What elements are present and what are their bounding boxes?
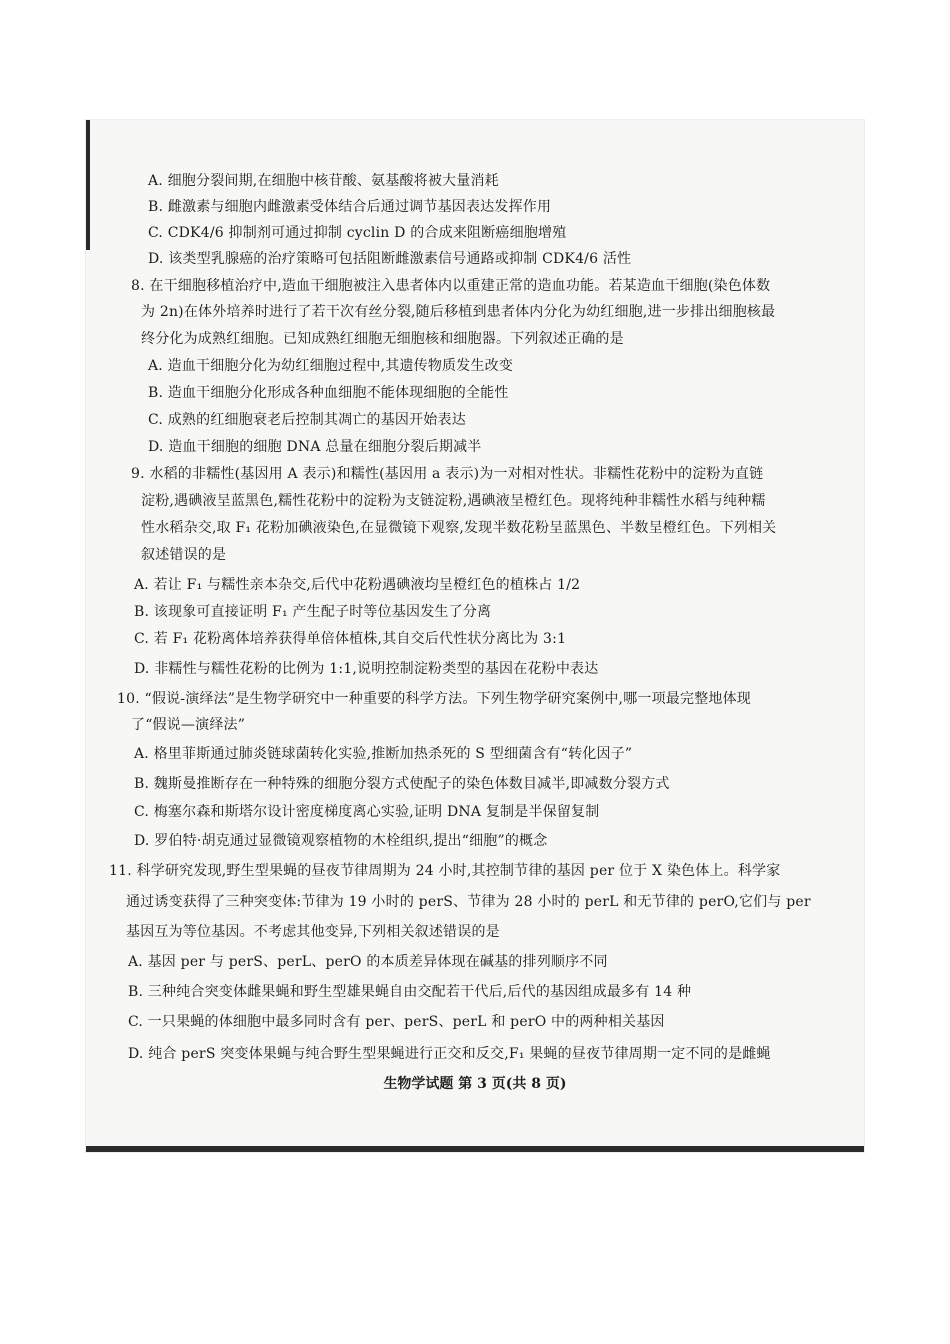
- q11-stem-line-3: 基因互为等位基因。不考虑其他变异,下列相关叙述错误的是: [126, 924, 500, 940]
- page-footer: 生物学试题 第 3 页(共 8 页): [383, 1076, 567, 1092]
- q8-stem-line-1: 8. 在干细胞移植治疗中,造血干细胞被注入患者体内以重建正常的造血功能。若某造血干细胞(染色体数: [131, 278, 771, 294]
- q9-stem-line-2: 淀粉,遇碘液呈蓝黑色,糯性花粉中的淀粉为支链淀粉,遇碘液呈橙红色。现将纯种非糯性水稻与纯种糯: [141, 493, 766, 509]
- q7-option-c: C. CDK4/6 抑制剂可通过抑制 cyclin D 的合成来阻断癌细胞增殖: [148, 225, 567, 241]
- q10-stem-line-2: 了“假说—演绎法”: [131, 717, 246, 733]
- q11-stem-line-1: 11. 科学研究发现,野生型果蝇的昼夜节律周期为 24 小时,其控制节律的基因 per 位于 X 染色体上。科学家: [109, 863, 781, 879]
- q11-stem-line-2: 通过诱变获得了三种突变体:节律为 19 小时的 perS、节律为 28 小时的 perL 和无节律的 perO,它们与 per: [126, 894, 811, 910]
- q9-option-d: D. 非糯性与糯性花粉的比例为 1:1,说明控制淀粉类型的基因在花粉中表达: [134, 661, 599, 677]
- q10-stem-line-1: 10. “假说-演绎法”是生物学研究中一种重要的科学方法。下列生物学研究案例中,哪一项最完整地体现: [117, 691, 752, 707]
- q9-stem-line-1: 9. 水稻的非糯性(基因用 A 表示)和糯性(基因用 a 表示)为一对相对性状。非糯性花粉中的淀粉为直链: [131, 466, 764, 482]
- q11-option-c: C. 一只果蝇的体细胞中最多同时含有 per、perS、perL 和 perO 中的两种相关基因: [128, 1014, 665, 1030]
- q8-stem-line-2: 为 2n)在体外培养时进行了若干次有丝分裂,随后移植到患者体内分化为幼红细胞,进一步排出细胞核最: [141, 304, 776, 320]
- q10-option-c: C. 梅塞尔森和斯塔尔设计密度梯度离心实验,证明 DNA 复制是半保留复制: [134, 804, 600, 820]
- q11-option-b: B. 三种纯合突变体雌果蝇和野生型雄果蝇自由交配若干代后,后代的基因组成最多有 14 种: [128, 984, 692, 1000]
- q9-option-c: C. 若 F₁ 花粉离体培养获得单倍体植株,其自交后代性状分离比为 3:1: [134, 631, 567, 647]
- q9-stem-line-4: 叙述错误的是: [141, 547, 227, 563]
- q9-stem-line-3: 性水稻杂交,取 F₁ 花粉加碘液染色,在显微镜下观察,发现半数花粉呈蓝黑色、半数呈橙红色。下列相关: [141, 520, 777, 536]
- q11-option-a: A. 基因 per 与 perS、perL、perO 的本质差异体现在碱基的排列顺序不同: [128, 954, 608, 970]
- q10-option-b: B. 魏斯曼推断存在一种特殊的细胞分裂方式使配子的染色体数目减半,即减数分裂方式: [134, 776, 670, 792]
- q10-option-a: A. 格里菲斯通过肺炎链球菌转化实验,推断加热杀死的 S 型细菌含有“转化因子”: [134, 746, 633, 762]
- q8-option-b: B. 造血干细胞分化形成各种血细胞不能体现细胞的全能性: [148, 385, 509, 401]
- q8-stem-line-3: 终分化为成熟红细胞。已知成熟红细胞无细胞核和细胞器。下列叙述正确的是: [141, 331, 624, 347]
- q7-option-a: A. 细胞分裂间期,在细胞中核苷酸、氨基酸将被大量消耗: [148, 173, 499, 189]
- q8-option-a: A. 造血干细胞分化为幼红细胞过程中,其遗传物质发生改变: [148, 358, 514, 374]
- q8-option-c: C. 成熟的红细胞衰老后控制其凋亡的基因开始表达: [148, 412, 466, 428]
- q7-option-b: B. 雌激素与细胞内雌激素受体结合后通过调节基因表达发挥作用: [148, 199, 552, 215]
- q9-option-b: B. 该现象可直接证明 F₁ 产生配子时等位基因发生了分离: [134, 604, 492, 620]
- q8-option-d: D. 造血干细胞的细胞 DNA 总量在细胞分裂后期减半: [148, 439, 482, 455]
- q11-option-d: D. 纯合 perS 突变体果蝇与纯合野生型果蝇进行正交和反交,F₁ 果蝇的昼夜节律周期一定不同的是雌蝇: [128, 1046, 771, 1062]
- q10-option-d: D. 罗伯特·胡克通过显微镜观察植物的木栓组织,提出“细胞”的概念: [134, 833, 548, 849]
- q9-option-a: A. 若让 F₁ 与糯性亲本杂交,后代中花粉遇碘液均呈橙红色的植株占 1/2: [134, 577, 581, 593]
- q7-option-d: D. 该类型乳腺癌的治疗策略可包括阻断雌激素信号通路或抑制 CDK4/6 活性: [148, 251, 632, 267]
